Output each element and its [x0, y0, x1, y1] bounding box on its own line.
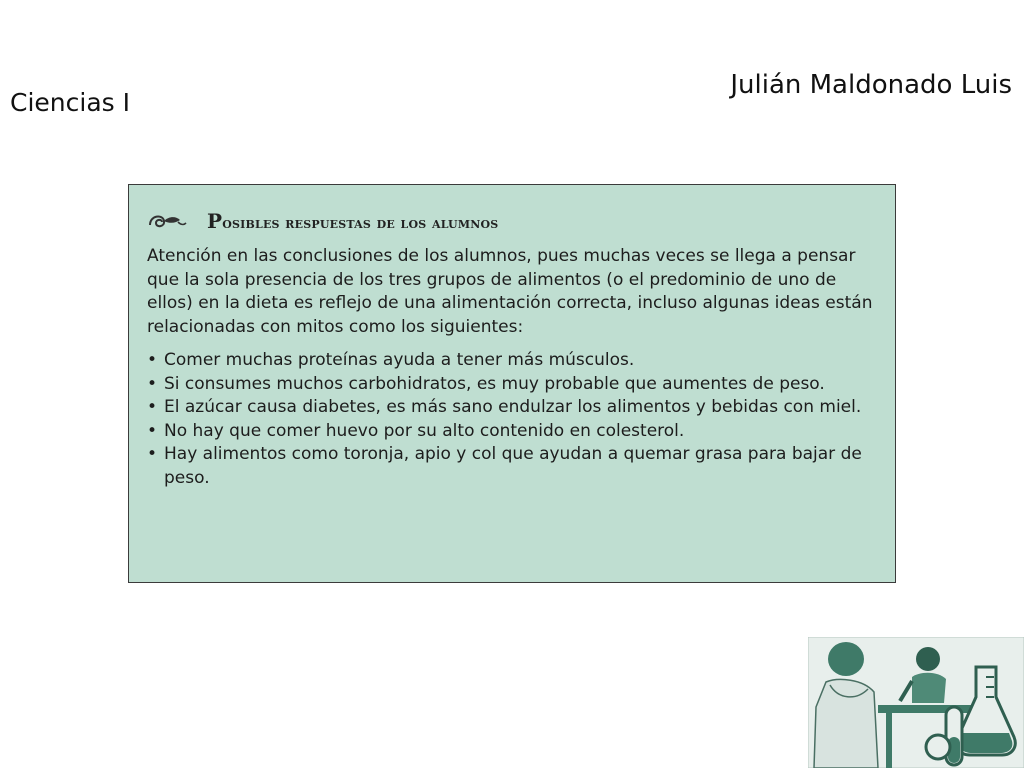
answers-panel	[128, 184, 896, 583]
bullet-icon: •	[147, 420, 158, 441]
panel-header	[147, 205, 877, 237]
bullet-icon: •	[147, 397, 158, 417]
intro-paragraph: Atención en las conclusiones de los alumnos, pues muchas veces se llega a pensar que la sola presencia de los tres grupos de alimentos (o el predominio de uno de ellos) en la dieta es reflejo de una alimentación correcta, incluso algunas ideas están relacionadas con mitos como los siguientes:	[147, 246, 873, 337]
bullet-icon: •	[147, 350, 158, 370]
list-item-text: El azúcar causa diabetes, es más sano endulzar los alimentos y bebidas con miel.	[164, 397, 862, 417]
list-item	[147, 373, 877, 397]
author-name: Julián Maldonado Luis	[730, 70, 1012, 100]
list-item-text: Si consumes muchos carbohidratos, es muy probable que aumentes de peso.	[164, 373, 825, 394]
subject-label: Ciencias I	[10, 88, 130, 117]
bullet-icon: •	[147, 444, 158, 464]
list-item-text: Comer muchas proteínas ayuda a tener más músculos.	[164, 350, 635, 370]
list-item	[147, 396, 877, 420]
fleuron-icon	[147, 210, 187, 232]
list-item-text: Hay alimentos como toronja, apio y col que ayudan a quemar grasa para bajar de peso.	[164, 444, 862, 488]
list-item	[147, 349, 877, 373]
bullet-icon: •	[147, 373, 158, 394]
science-lab-illustration	[808, 637, 1024, 768]
list-item-text: No hay que comer huevo por su alto contenido en colesterol.	[164, 420, 685, 441]
panel-title: Posibles respuestas de los alumnos	[207, 209, 499, 233]
list-item	[147, 420, 877, 444]
myths-list	[147, 349, 877, 490]
list-item	[147, 443, 877, 490]
